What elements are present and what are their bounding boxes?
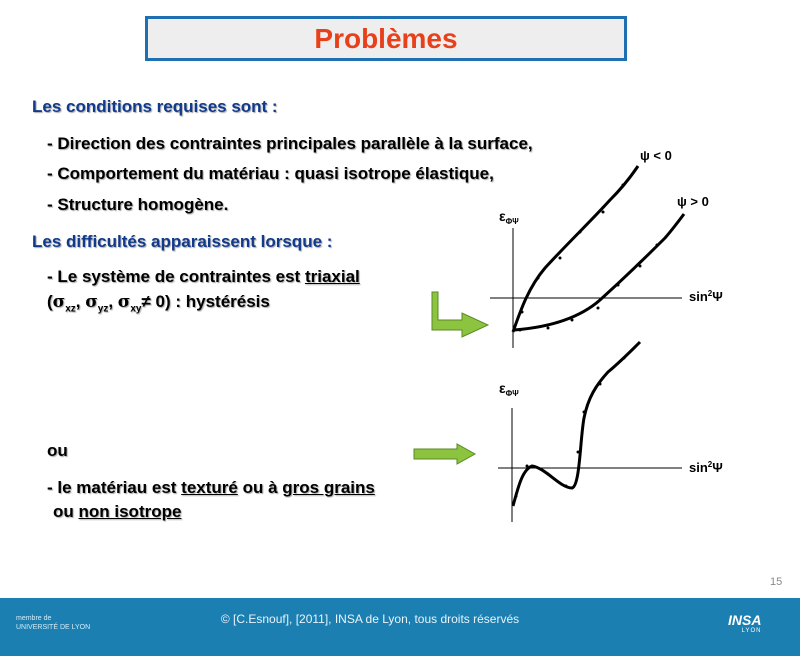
logo-right-main: INSA xyxy=(728,612,762,628)
footer-copyright: © [C.Esnouf], [2011], INSA de Lyon, tous droits réservés xyxy=(220,612,520,626)
separator: , xyxy=(75,292,86,311)
hysteresis-text: ≠ 0) : hystérésis xyxy=(141,292,270,311)
case-triaxial-prefix: - Le système de contraintes est xyxy=(47,267,305,286)
page-number: 15 xyxy=(770,576,783,588)
footer xyxy=(0,598,800,656)
l-arrow-icon xyxy=(432,292,488,337)
grains-term: gros grains xyxy=(282,478,375,497)
case-nonisotrope-prefix: ou xyxy=(53,502,79,521)
or-label: ou xyxy=(47,441,68,460)
sub-yz: yz xyxy=(97,303,109,315)
graph1-x-label: $\sin^2\Psi$ xyxy=(689,289,723,304)
sub-xy: xy xyxy=(130,303,142,315)
heading-difficulties: Les difficultés apparaissent lorsque : xyxy=(32,232,333,251)
sigma-symbol: σ xyxy=(117,292,131,312)
condition-item: - Comportement du matériau : quasi isotrope élastique, xyxy=(47,164,494,183)
open-paren: ( xyxy=(47,292,53,311)
sub-xz: xz xyxy=(65,303,76,315)
curve-label-psi-neg: ψ < 0 xyxy=(640,148,672,163)
condition-item: - Structure homogène. xyxy=(47,195,229,214)
graph2-curve xyxy=(513,342,640,506)
logo-right-sub: LYON xyxy=(741,628,762,634)
triaxial-term: triaxial xyxy=(304,267,360,286)
graph2-data-markers xyxy=(515,357,626,498)
logo-left-main: UNIVERSITÉ DE LYON xyxy=(16,624,91,631)
logo-left-top: membre de xyxy=(16,615,52,622)
graph2-y-label: $\varepsilon_{\Phi\Psi}$ xyxy=(499,380,519,398)
heading-conditions: Les conditions requises sont : xyxy=(32,97,278,116)
right-arrow-icon xyxy=(414,444,475,464)
university-logo xyxy=(16,614,90,632)
sigma-symbol: σ xyxy=(85,292,98,312)
sigma-symbol: σ xyxy=(52,292,66,312)
graph1-y-label: $\varepsilon_{\Phi\Psi}$ xyxy=(499,208,519,226)
condition-item: - Direction des contraintes principales parallèle à la surface, xyxy=(47,134,533,153)
nonisotrope-term: non isotrope xyxy=(78,502,182,521)
graph2-x-label: $\sin^2\Psi$ xyxy=(689,460,723,475)
page-title: Problèmes xyxy=(314,22,458,54)
graph1-curve-psi-neg xyxy=(513,166,638,332)
texture-term: texturé xyxy=(181,478,238,497)
case-texture-prefix: - le matériau est xyxy=(47,478,182,497)
graph1-curve-psi-pos xyxy=(514,214,684,330)
separator: , xyxy=(108,292,118,311)
curve-label-psi-pos: ψ > 0 xyxy=(677,194,709,209)
case-texture-mid: ou à xyxy=(237,478,283,497)
insa-logo xyxy=(728,612,761,634)
